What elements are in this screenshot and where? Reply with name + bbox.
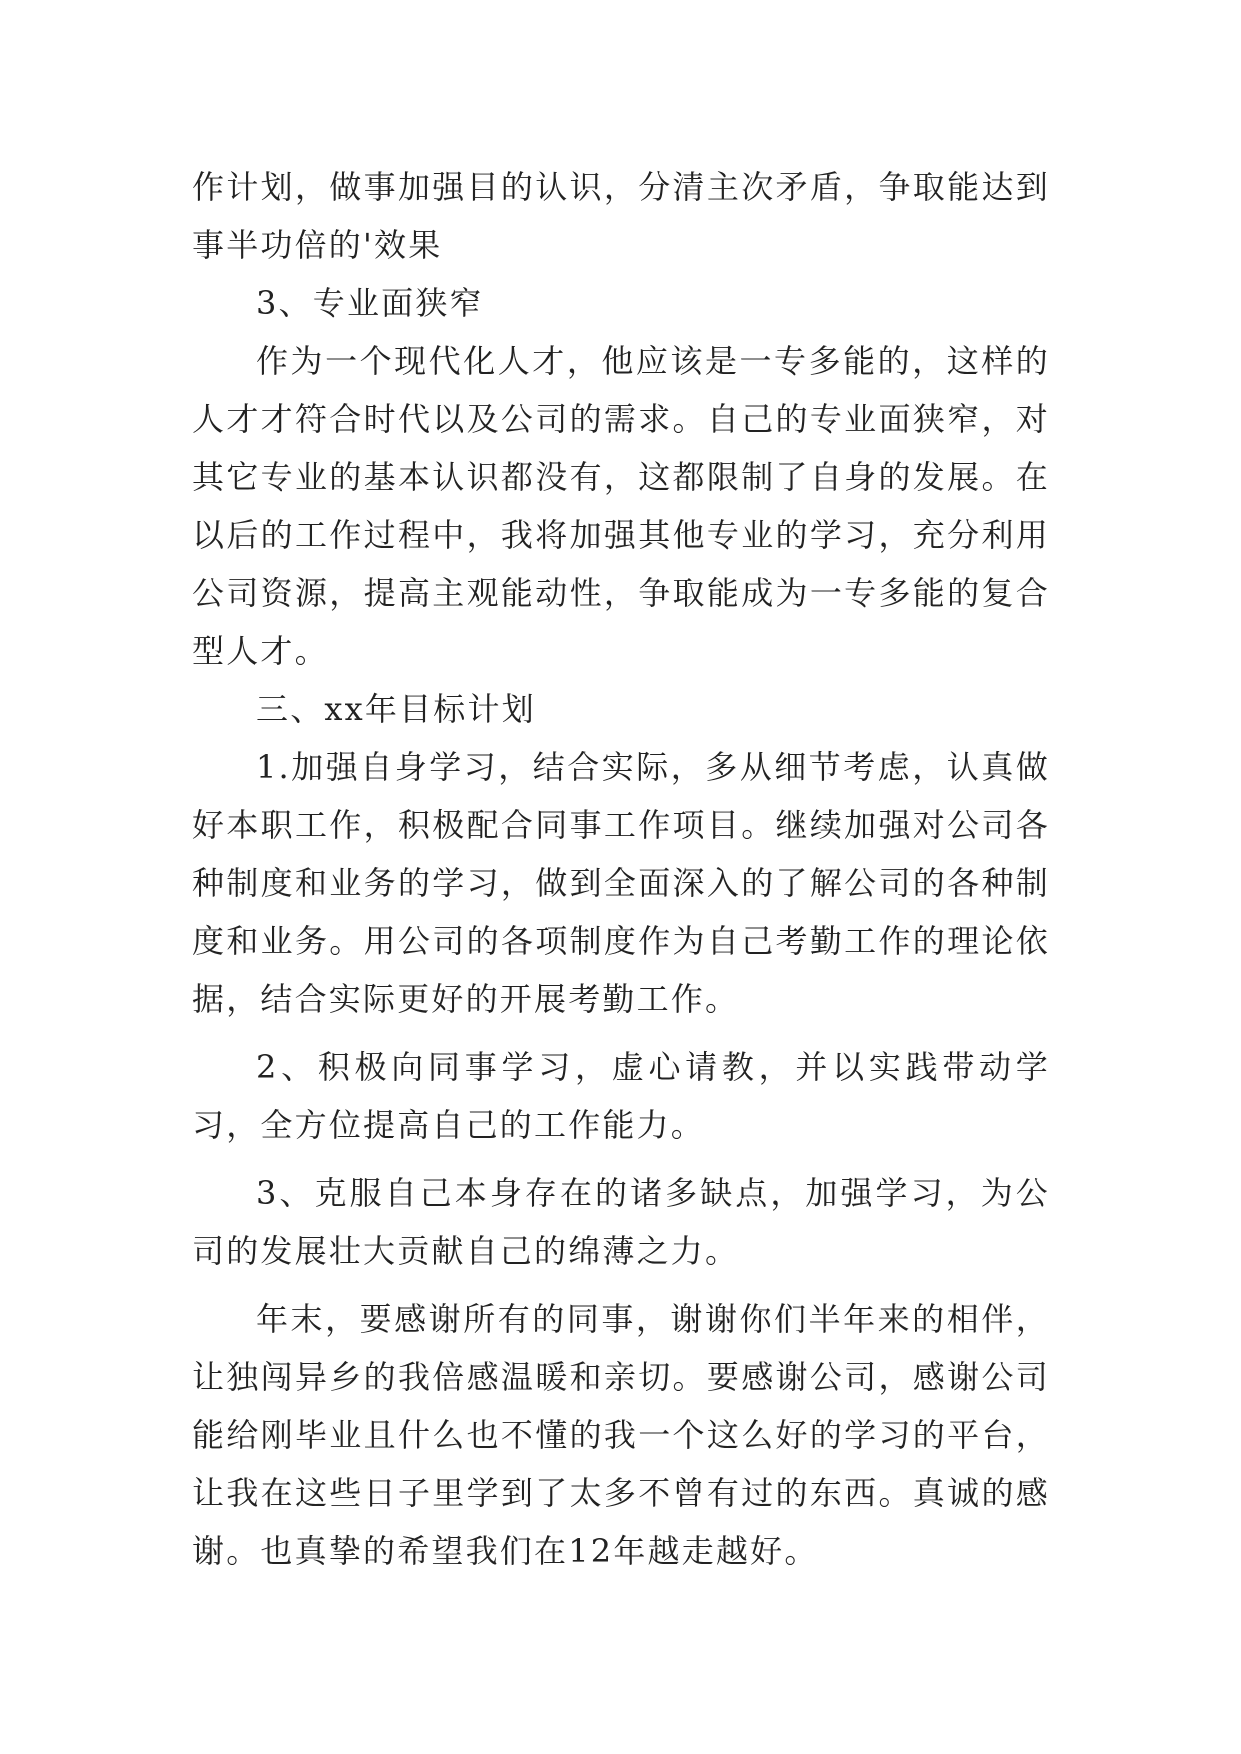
paragraph-closing: 年末，要感谢所有的同事，谢谢你们半年来的相伴，让独闯异乡的我倍感温暖和亲切。要感谢公司，感谢公司能给刚毕业且什么也不懂的我一个这么好的学习的平台，让我在这些日子里学到了太多不曾有过的东西。真诚的感谢。也真挚的希望我们在12年越走越好。 [192, 1300, 1050, 1570]
paragraph-specialty: 作为一个现代化人才，他应该是一专多能的，这样的人才才符合时代以及公司的需求。自己的专业面狭窄，对其它专业的基本认识都没有，这都限制了自身的发展。在以后的工作过程中，我将加强其他专业的学习，充分利用公司资源，提高主观能动性，争取能成为一专多能的复合型人才。 [192, 342, 1050, 670]
paragraph-goal-3: 3、克服自己本身存在的诸多缺点，加强学习，为公司的发展壮大贡献自己的绵薄之力。 [192, 1174, 1050, 1270]
heading-annual-goals: 三、xx年目标计划 [256, 690, 536, 728]
heading-narrow-specialty: 3、专业面狭窄 [256, 284, 484, 322]
paragraph-goal-1: 1.加强自身学习，结合实际，多从细节考虑，认真做好本职工作，积极配合同事工作项目。继续加强对公司各种制度和业务的学习，做到全面深入的了解公司的各种制度和业务。用公司的各项制度作为自己考勤工作的理论依据，结合实际更好的开展考勤工作。 [192, 748, 1050, 1018]
paragraph-continuation: 作计划，做事加强目的认识，分清主次矛盾，争取能达到事半功倍的'效果 [192, 168, 1050, 264]
paragraph-goal-2: 2、积极向同事学习，虚心请教，并以实践带动学习，全方位提高自己的工作能力。 [192, 1048, 1050, 1144]
document-body [192, 158, 1050, 1580]
